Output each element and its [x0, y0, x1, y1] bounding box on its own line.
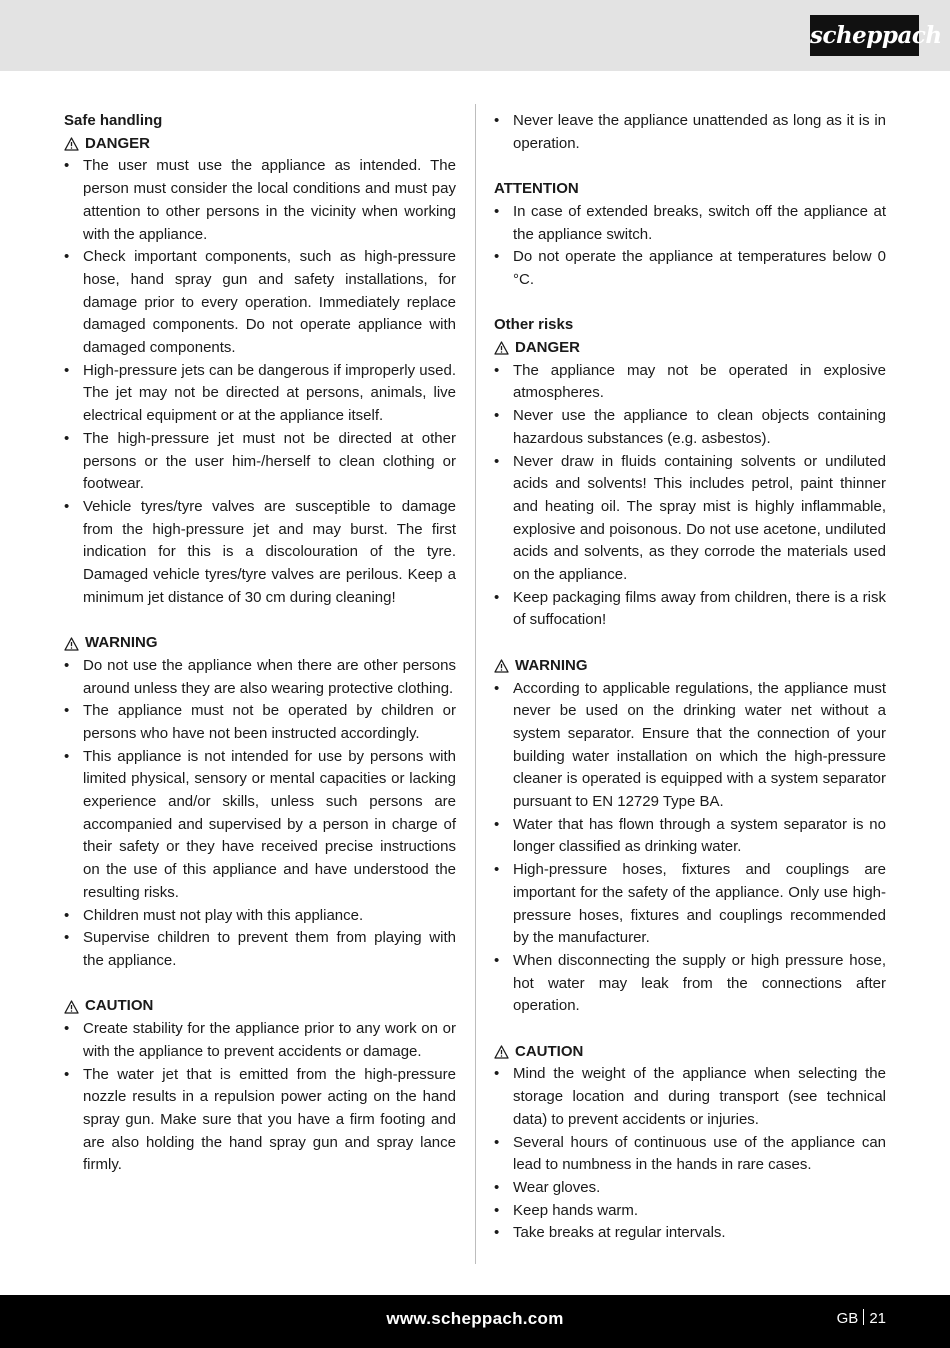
list-item: • Never leave the appliance unattended as long as it is in operation.: [494, 110, 886, 155]
warning-triangle-icon: [494, 1045, 509, 1059]
bullet-list: [64, 155, 456, 609]
list-item: • The appliance must not be operated by children or persons who have not been instructed accordingly.: [64, 700, 456, 745]
warning-triangle-icon: [494, 659, 509, 673]
list-item: • The appliance may not be operated in explosive atmospheres.: [494, 360, 886, 405]
footer-url: www.scheppach.com: [386, 1309, 564, 1328]
list-item: • High-pressure hoses, fixtures and couplings are important for the safety of the appliance. Only use high-pressure hoses, fixtures and couplings recommended by the manufacturer.: [494, 859, 886, 950]
list-item: • Several hours of continuous use of the appliance can lead to numbness in the hands in rare cases.: [494, 1132, 886, 1177]
list-item: • High-pressure jets can be dangerous if improperly used. The jet may not be directed at persons, animals, live electrical equipment or at the appliance itself.: [64, 360, 456, 428]
list-item: • Supervise children to prevent them from playing with the appliance.: [64, 927, 456, 972]
list-item: • In case of extended breaks, switch off the appliance at the appliance switch.: [494, 201, 886, 246]
right-column: [494, 110, 886, 1245]
list-item: • Do not use the appliance when there are other persons around unless they are also wearing protective clothing.: [64, 655, 456, 700]
bullet-list: [64, 1018, 456, 1177]
warning-triangle-icon: [64, 1000, 79, 1014]
hazard-label: CAUTION: [515, 1042, 584, 1060]
list-item: • Mind the weight of the appliance when selecting the storage location and during transport (see technical data) to prevent accidents or injuries.: [494, 1063, 886, 1131]
hazard-label: CAUTION: [85, 997, 154, 1015]
hazard-caution: [494, 1041, 886, 1064]
hazard-label: WARNING: [515, 656, 588, 674]
list-item: • Do not operate the appliance at temperatures below 0 °C.: [494, 246, 886, 291]
page-number: [837, 1295, 886, 1342]
list-item: • Keep hands warm.: [494, 1200, 886, 1223]
list-item: • Never draw in fluids containing solvents or undiluted acids and solvents! This includes petrol, paint thinner and heating oil. The spray mist is highly inflammable, explosive and poisonous. Do not use acetone, undiluted acids and solvents, as they corrode the materials used on the appliance.: [494, 451, 886, 587]
bullet-list: [64, 655, 456, 973]
hazard-label: DANGER: [515, 339, 581, 356]
hazard-warning: [64, 632, 456, 655]
bullet-list: [494, 110, 886, 155]
hazard-caution: [64, 995, 456, 1018]
list-item: • This appliance is not intended for use by persons with limited physical, sensory or mental capacities or lacking experience and/or skills, unless such persons are accompanied and supervised by a person in charge of their safety or they have received precise instructions on the use of this appliance and have understood the resulting risks.: [64, 746, 456, 905]
list-item: • The high-pressure jet must not be directed at other persons or the user him-/herself to clean clothing or footwear.: [64, 428, 456, 496]
section-title-other-risks: Other risks: [494, 316, 574, 334]
left-column: [64, 110, 456, 1177]
bullet-list: [494, 678, 886, 1019]
hazard-label: WARNING: [85, 634, 158, 652]
page-number-value: 21: [869, 1310, 886, 1327]
section-title-attention: ATTENTION: [494, 180, 579, 198]
list-item: • Check important components, such as high-pressure hose, hand spray gun and safety installations, for damage prior to every operation. Immediately replace damaged components. Do not operate appliance with damaged components.: [64, 246, 456, 360]
column-divider: [475, 104, 476, 1264]
language-code: GB: [836, 1310, 859, 1327]
list-item: • Keep packaging films away from children, there is a risk of suffocation!: [494, 587, 886, 632]
brand-logo: scheppach: [810, 15, 919, 56]
warning-triangle-icon: [64, 637, 79, 651]
list-item: • According to applicable regulations, the appliance must never be used on the drinking water net without a system separator. Ensure that the connection of your building water installation on which the high-pressure cleaner is operated is equipped with a system separator pursuant to EN 12729 Type BA.: [494, 678, 886, 814]
list-item: • The water jet that is emitted from the high-pressure nozzle results in a repulsion power acting on the hand spray gun. Make sure that you have a firm footing and are also holding the hand spray gun and spray lance firmly.: [64, 1064, 456, 1178]
list-item: • Wear gloves.: [494, 1177, 886, 1200]
list-item: • Vehicle tyres/tyre valves are susceptible to damage from the high-pressure jet and may burst. The first indication for this is a discolouration of the tyre. Damaged vehicle tyres/tyre valves are perilous. Keep a minimum jet distance of 30 cm during cleaning!: [64, 496, 456, 610]
list-item: • Take breaks at regular intervals.: [494, 1222, 886, 1245]
list-item: • The user must use the appliance as intended. The person must consider the local conditions and must pay attention to other persons in the vicinity when working with the appliance.: [64, 155, 456, 246]
bullet-list: [494, 201, 886, 292]
warning-triangle-icon: [64, 137, 79, 151]
list-item: • Children must not play with this appliance.: [64, 905, 456, 928]
section-title-safe-handling: Safe handling: [64, 112, 163, 129]
hazard-danger: [494, 337, 886, 360]
hazard-warning: [494, 655, 886, 678]
warning-triangle-icon: [494, 341, 509, 355]
list-item: • Water that has flown through a system separator is no longer classified as drinking water.: [494, 814, 886, 859]
hazard-label: DANGER: [85, 134, 151, 152]
hazard-danger: [64, 133, 456, 156]
list-item: • Never use the appliance to clean objects containing hazardous substances (e.g. asbestos).: [494, 405, 886, 450]
bullet-list: [494, 1063, 886, 1245]
header-band: [0, 0, 950, 71]
list-item: • When disconnecting the supply or high pressure hose, hot water may leak from the connections after operation.: [494, 950, 886, 1018]
bullet-list: [494, 360, 886, 632]
list-item: • Create stability for the appliance prior to any work on or with the appliance to prevent accidents or damage.: [64, 1018, 456, 1063]
